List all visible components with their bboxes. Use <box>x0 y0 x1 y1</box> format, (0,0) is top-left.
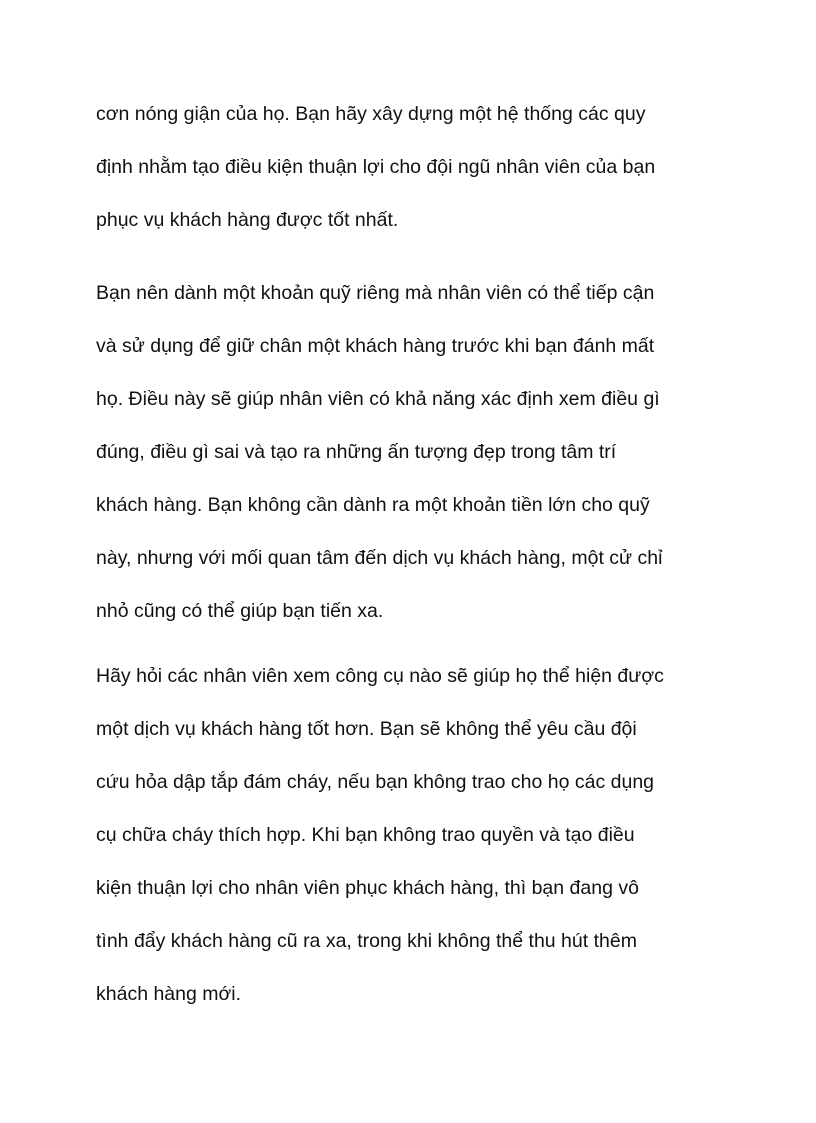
paragraph-1-line-3: phục vụ khách hàng được tốt nhất. <box>96 209 399 231</box>
paragraph-3-line-5: kiện thuận lợi cho nhân viên phục khách hàng, thì bạn đang vô <box>96 877 639 899</box>
paragraph-2-line-5: khách hàng. Bạn không cần dành ra một khoản tiền lớn cho quỹ <box>96 494 650 516</box>
paragraph-2-line-3: họ. Điều này sẽ giúp nhân viên có khả năng xác định xem điều gì <box>96 388 660 410</box>
paragraph-2-line-6: này, nhưng với mối quan tâm đến dịch vụ khách hàng, một cử chỉ <box>96 547 663 569</box>
paragraph-2-line-4: đúng, điều gì sai và tạo ra những ấn tượng đẹp trong tâm trí <box>96 441 617 463</box>
paragraph-1-line-2: định nhằm tạo điều kiện thuận lợi cho đội ngũ nhân viên của bạn <box>96 156 656 178</box>
paragraph-1-line-1: cơn nóng giận của họ. Bạn hãy xây dựng một hệ thống các quy <box>96 103 646 125</box>
paragraph-3-line-4: cụ chữa cháy thích hợp. Khi bạn không trao quyền và tạo điều <box>96 824 635 846</box>
paragraph-3-line-2: một dịch vụ khách hàng tốt hơn. Bạn sẽ không thể yêu cầu đội <box>96 718 637 740</box>
paragraph-3-line-6: tình đẩy khách hàng cũ ra xa, trong khi không thể thu hút thêm <box>96 930 637 952</box>
paragraph-3-line-3: cứu hỏa dập tắp đám cháy, nếu bạn không trao cho họ các dụng <box>96 771 655 793</box>
paragraph-3-line-1: Hãy hỏi các nhân viên xem công cụ nào sẽ giúp họ thể hiện được <box>96 665 664 687</box>
paragraph-3-line-7: khách hàng mới. <box>96 983 242 1005</box>
paragraph-2-line-1: Bạn nên dành một khoản quỹ riêng mà nhân viên có thể tiếp cận <box>96 282 655 304</box>
paragraph-2-line-7: nhỏ cũng có thể giúp bạn tiến xa. <box>96 600 384 622</box>
paragraph-2-line-2: và sử dụng để giữ chân một khách hàng trước khi bạn đánh mất <box>96 335 655 357</box>
